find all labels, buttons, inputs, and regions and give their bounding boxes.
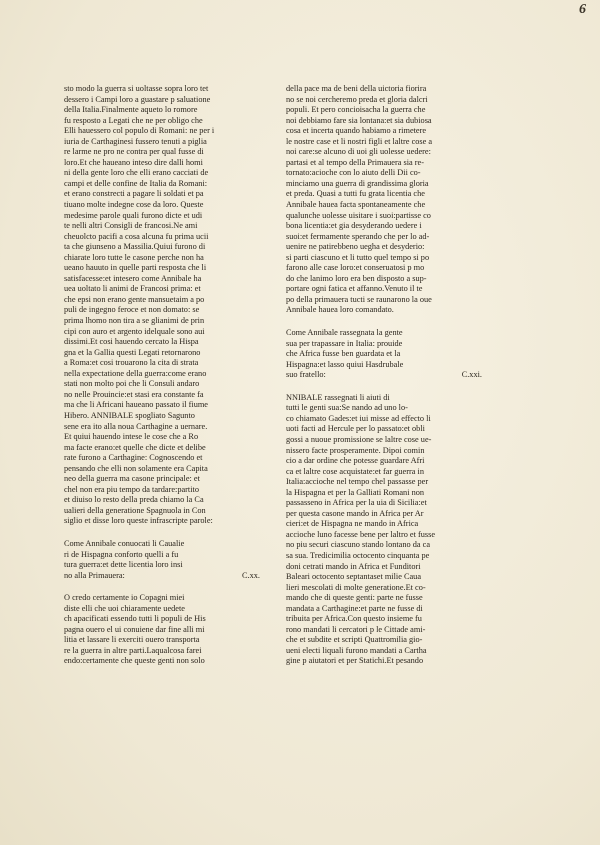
text-line: ma che li Africani haueano passato il fiume xyxy=(64,400,208,410)
text-line: bona licentia:et gia desyderando uedere i xyxy=(286,221,422,231)
text-line: Italia:accioche nel tempo chel passasse per xyxy=(286,477,429,487)
text-line: do che lanimo loro era ben disposto a sup- xyxy=(286,273,427,283)
text-line: no piu securi ciascuno stando lontano da ca xyxy=(286,540,431,550)
text-line: et preda. Quasi a tutti fu grata licentia che xyxy=(286,189,425,199)
text-line: chel non era piu tempo da tardare:partito xyxy=(64,484,199,494)
text-line: no se noi cercheremo preda et gloria dalcri xyxy=(286,94,428,104)
text-line: NNIBALE rassegnati li aiuti di xyxy=(286,392,390,402)
text-line: lieri mescolati di molte generatione.Et co- xyxy=(286,582,426,592)
text-line: tura guerra:et dette licentia loro insi xyxy=(64,560,183,570)
text-line: pagna ouero el ui conuiene dar fine alli mi xyxy=(64,624,205,634)
text-line: uenire ne patirebbeno uegha et desyderio: xyxy=(286,242,425,252)
text-line: Annibale hauea facta spontaneamente che xyxy=(286,200,426,210)
text-line: neo della guerra ma casone principale: et xyxy=(64,474,200,484)
text-line: et erano constrecti a pagare li soldati et pa xyxy=(64,189,204,199)
text-line: gna et la Gallia questi Legati retornarono xyxy=(64,347,201,357)
text-line: Et quiui hauendo intese le cose che a Ro xyxy=(64,432,199,442)
right-text-block-2 xyxy=(286,393,486,667)
text-line: doni cetrati mando in Africa et Funditori xyxy=(286,561,421,571)
text-line: ca et laltre cose acquistate:et far guerra in xyxy=(286,466,424,476)
text-line: stati non molto poi che li Consuli andaro xyxy=(64,379,200,389)
text-line: ri de Hispagna conforto quelli a fu xyxy=(64,549,179,559)
text-line: endo:certamente che queste genti non solo xyxy=(64,656,205,666)
text-line: si parti ciascuno et li tutto quel tempo si po xyxy=(286,252,430,262)
text-line: tutti le genti sua:Se nando ad uno lo- xyxy=(286,403,408,413)
right-column xyxy=(286,84,486,667)
text-line: sto modo la guerra si uoltasse sopra loro tet xyxy=(64,84,209,93)
text-line: prima lhomo non tira a se glianimi de prin xyxy=(64,316,205,326)
text-line: O credo certamente io Copagni miei xyxy=(64,593,185,603)
text-line: populi. Et pero concioisacha la guerra che xyxy=(286,105,426,115)
text-line: sene era ito alla noua Carthagine a uernare. xyxy=(64,421,208,431)
text-line: noi debbiamo fare sia lontana:et sia dubiosa xyxy=(286,115,432,125)
text-line: ueano hauuto in quelle parti resposta che li xyxy=(64,263,207,273)
text-line: Hispagna:et lasso quiui Hasdrubale xyxy=(286,359,404,369)
text-line: la Hispagna et per la Galliati Romani non xyxy=(286,487,425,497)
left-column xyxy=(64,84,264,667)
text-line: dessero i Campi loro a guastare p saluatione xyxy=(64,94,211,104)
text-line: Come Annibale rassegnata la gente xyxy=(286,328,403,338)
text-line: per questa casone mando in Africa per Ar xyxy=(286,508,424,518)
text-line: ch apacificati essendo tutti li populi de His xyxy=(64,614,206,624)
text-line: sa sua. Tredicimilia octocento cinquanta pe xyxy=(286,550,430,560)
text-line: Come Annibale conuocati li Caualie xyxy=(64,538,185,548)
text-line: gine p aiutatori et per Statichi.Et pesando xyxy=(286,656,424,666)
text-line: pensando che elli non solamente era Capita xyxy=(64,463,208,473)
text-line: tribuita per Africa.Con questo insieme fu xyxy=(286,614,422,624)
left-text-block-2 xyxy=(64,593,264,667)
text-line: gossi a nuoue promissione se laltre cose ue- xyxy=(286,434,432,444)
text-line: suoi:et fermamente sperando che per lo ad- xyxy=(286,231,430,241)
text-line: che Africa fusse ben guardata et la xyxy=(286,349,401,359)
left-text-block-1 xyxy=(64,84,264,527)
text-line: te nelli altri Consigli de francosi.Ne ami xyxy=(64,221,198,231)
text-line: litia et lassare li exerciti ouero transporta xyxy=(64,635,200,645)
text-line: cieri:et de Hispagna ne mando in Africa xyxy=(286,519,419,529)
text-line: sua per trapassare in Italia: prouide xyxy=(286,338,403,348)
text-line: nissero facte prosperamente. Dipoi comin xyxy=(286,445,425,455)
right-text-block-1 xyxy=(286,84,486,316)
text-line: no nelle Prouincie:et stasi era constante fa xyxy=(64,389,204,399)
text-line: chiarate loro tutte le casone perche non ha xyxy=(64,252,204,262)
text-line: accioche luno facesse bene per laltro et fusse xyxy=(286,529,436,539)
text-line: mandata a Carthagine:et parte ne fusse di xyxy=(286,603,423,613)
text-line: re larme ne pro ne contra per qual fusse di xyxy=(64,147,204,157)
text-line: ta che giunseno a Massilia.Quiui furono di xyxy=(64,242,206,252)
text-line: cipi con auro et argento idelquale sono aui xyxy=(64,326,205,336)
text-line: ni della gente loro che elli erano cacciati de xyxy=(64,168,209,178)
text-line: minciamo una guerra di grandissima gloria xyxy=(286,178,429,188)
rubric-last-line: suo fratello: xyxy=(286,370,326,380)
text-line: che epsi non erano gente mansuetaim a po xyxy=(64,294,205,304)
text-line: a Roma:et cosi trouarono la cita di strata xyxy=(64,358,199,368)
text-line: della Italia.Finalmente aqueto lo romore xyxy=(64,105,198,115)
text-line: et diuiso lo resto della preda chiamo la Ca xyxy=(64,495,204,505)
left-rubric xyxy=(64,539,264,581)
text-line: Elli hauessero col populo di Romani: ne per i xyxy=(64,126,215,136)
rubric-last-line: no alla Primauera: xyxy=(64,570,125,580)
text-line: campi et delle confine de Italia da Romani: xyxy=(64,178,208,188)
text-line: loro.Et che haueano inteso dire dalli homi xyxy=(64,157,203,167)
text-line: rate furono a Carthagine: Cognoscendo et xyxy=(64,453,203,463)
text-line: farono alle case loro:et conseruatosi p mo xyxy=(286,263,425,273)
text-line: Annibale hauea loro comandato. xyxy=(286,305,394,315)
text-line: satisfacesse:et intesero come Annibale ha xyxy=(64,273,202,283)
text-line: ueni electi liquali furono mandati a Cartha xyxy=(286,645,427,655)
text-line: ma facte erano:et quelle che dicte et delibe xyxy=(64,442,206,452)
text-line: tornato:acioche con lo aiuto delli Dii co- xyxy=(286,168,421,178)
text-line: uoti facti ad Hercule per lo passato:et obli xyxy=(286,424,425,434)
chapter-number: C.xx. xyxy=(242,570,260,580)
text-line: uea uoltato li animi de Francosi prima: et xyxy=(64,284,201,294)
text-line: siglio et disse loro queste infrascripte parole: xyxy=(64,516,213,526)
text-line: diste elli che uoi chiaramente uedete xyxy=(64,603,185,613)
text-line: Hibero. ANNIBALE spogliato Sagunto xyxy=(64,410,195,420)
text-line: passasseno in Africa per la uia di Sicilia:et xyxy=(286,498,427,508)
folio-number: 6 xyxy=(579,2,586,17)
text-line: cosa et incerta quando habiamo a rimetere xyxy=(286,126,427,136)
text-line: rono mandati li cercatori p le Cittade ami- xyxy=(286,624,426,634)
text-line: re la guerra in altre parti.Laqualcosa farei xyxy=(64,645,202,655)
text-line: nella expectatione della guerra:come erano xyxy=(64,368,207,378)
text-line: tiuano molte indegne cose da loro. Queste xyxy=(64,200,204,210)
text-line: cheuolcto pacifi a cosa alcuna fu prima ucii xyxy=(64,231,209,241)
text-line: noi care:se alcuno di uoi gli uolesse uedere: xyxy=(286,147,431,157)
text-line: iuria de Carthaginesi fussero tenuti a piglia xyxy=(64,136,207,146)
text-line: mando che di queste genti: parte ne fusse xyxy=(286,593,423,603)
right-rubric xyxy=(286,328,486,381)
text-line: po della primauera tucti se raunarono la oue xyxy=(286,294,432,304)
text-line: medesime parole quali furono dicte et udi xyxy=(64,210,203,220)
text-line: dissimi.Et cosi hauendo cercato la Hispa xyxy=(64,337,199,347)
text-line: qualunche uolesse uisitare i suoi:partisse co xyxy=(286,210,431,220)
text-line: della pace ma de beni della uictoria fiorira xyxy=(286,84,427,93)
text-line: ualieri della generatione Spagnuola in Con xyxy=(64,505,206,515)
text-line: portare ogni fatica et affanno.Venuto il te xyxy=(286,284,423,294)
text-line: le nostre case et li nostri figli et laltre cose a xyxy=(286,136,433,146)
text-line: Baleari octocento septantaset milie Caua xyxy=(286,572,422,582)
text-line: che et subdite et scripti Quattromilia gio- xyxy=(286,635,423,645)
text-line: partasi et al tempo della Primauera sia re- xyxy=(286,157,424,167)
text-line: puli de ingegno feroce et non domato: se xyxy=(64,305,200,315)
text-line: fu resposto a Legati che ne per obligo che xyxy=(64,115,203,125)
chapter-number: C.xxi. xyxy=(461,370,482,380)
text-line: co chiamato Gades:et iui misse ad effecto li xyxy=(286,413,431,423)
text-line: cio a dar ordine che potesse guardare Afri xyxy=(286,456,425,466)
